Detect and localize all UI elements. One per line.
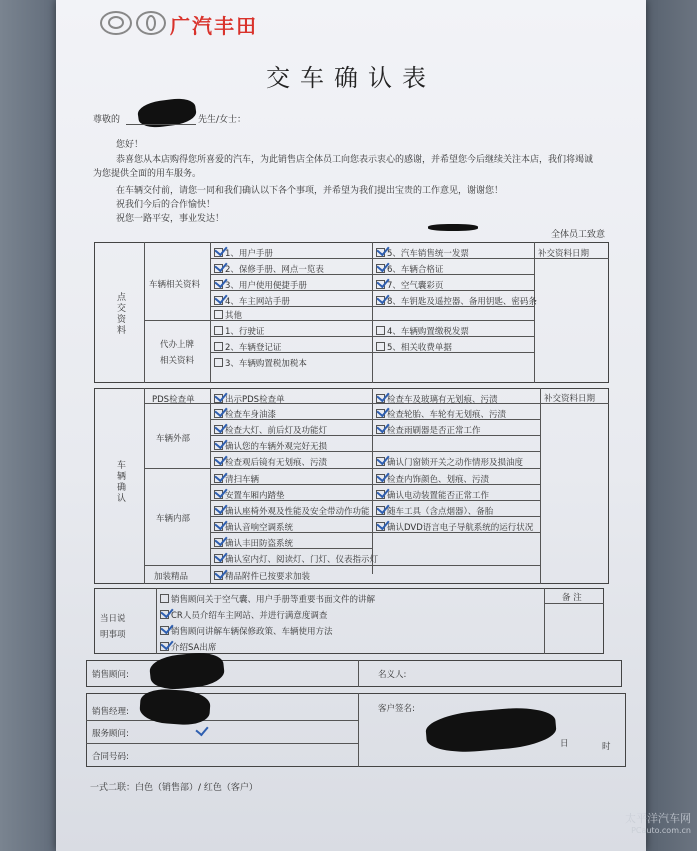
section2-label: 车辆确认 <box>115 460 125 504</box>
explain-item-4[interactable]: 介绍SA出席 <box>160 641 216 653</box>
checkbox-icon[interactable] <box>214 326 223 335</box>
doc-item-1[interactable]: 1、用户手册 <box>214 247 273 259</box>
accessory-label: 加装精品 <box>154 572 189 582</box>
interior-right-4[interactable]: 确认DVD语言电子导航系统的运行状况 <box>376 521 533 533</box>
brand-name: 广汽丰田 <box>170 14 258 38</box>
plate-item-3[interactable]: 3、车辆购置税加税本 <box>214 357 307 369</box>
section1-extra-header: 补交资料日期 <box>538 249 590 259</box>
explain-item-1[interactable]: 销售顾问关于空气囊、用户手册等重要书面文件的讲解 <box>160 593 375 605</box>
accessory-item[interactable]: 精品附件已按要求加装 <box>214 570 310 582</box>
doc-item-6[interactable]: 6、车辆合格证 <box>376 263 443 275</box>
checkbox-icon[interactable] <box>376 342 385 351</box>
exterior-item-4[interactable]: 检查观后镜有无划痕、污渍 <box>214 456 327 468</box>
checkbox-icon[interactable] <box>160 594 169 603</box>
pds-label: PDS检查单 <box>152 395 195 405</box>
doc-item-5[interactable]: 5、汽车销售统一发票 <box>376 247 469 259</box>
section1-label: 点交资料 <box>115 292 125 336</box>
plate-item-1[interactable]: 1、行驶证 <box>214 325 264 337</box>
exterior-item-1[interactable]: 检查车身油漆 <box>214 408 276 420</box>
group2-label-1: 代办上牌 <box>160 340 195 350</box>
watermark-line-2: PCauto.com.cn <box>631 826 691 835</box>
intro-line3: 在车辆交付前，请您一同和我们确认以下各个事项，并希望为我们提出宝贵的工作意见，谢谢您！ <box>116 186 504 196</box>
watermark-line-1: 太平洋汽车网 <box>625 812 691 825</box>
exterior-item-3[interactable]: 确认您的车辆外观完好无损 <box>214 440 327 452</box>
interior-item-5[interactable]: 确认丰田防盗系统 <box>214 537 293 549</box>
intro-line4: 祝我们今后的合作愉快！ <box>116 200 216 210</box>
doc-item-3[interactable]: 3、用户使用便捷手册 <box>214 279 307 291</box>
gac-logo-icon <box>100 11 132 35</box>
interior-right-3[interactable]: 随车工具（含点烟器）、备胎 <box>376 505 493 517</box>
pds-right-item[interactable]: 检查车及玻璃有无划痕、污渍 <box>376 393 498 405</box>
greeting-suffix: 先生/女士： <box>198 115 247 125</box>
doc-item-7[interactable]: 7、空气囊彩页 <box>376 279 443 291</box>
site-watermark <box>625 810 691 835</box>
contract-no-label: 合同号码: <box>92 752 129 762</box>
doc-item-8[interactable]: 8、车钥匙及遥控器、备用钥匙、密码条 <box>376 295 537 307</box>
hour-label: 时 <box>602 742 611 752</box>
explain-item-2[interactable]: CR人员介绍车主网站、并进行满意度调查 <box>160 609 327 621</box>
day-label: 日 <box>560 739 569 749</box>
form-title: 交车确认表 <box>266 64 436 92</box>
section3-label-1: 当日说 <box>100 614 126 624</box>
intro-line1: 恭喜您从本店购得您所喜爱的汽车，为此销售店全体员工向您表示衷心的感谢，并希望您今后继续关注本店，我们将竭诚 <box>116 155 594 165</box>
interior-right-2[interactable]: 确认电动装置能否正常工作 <box>376 489 489 501</box>
checkbox-icon[interactable] <box>214 310 223 319</box>
intro-sign: 全体员工致意 <box>551 230 606 240</box>
exterior-right-1[interactable]: 检查轮胎、车轮有无划痕、污渍 <box>376 408 506 420</box>
plate-item-2[interactable]: 2、车辆登记证 <box>214 341 281 353</box>
section3-label-2: 明事项 <box>100 630 126 640</box>
exterior-right-2[interactable]: 检查雨刷器是否正常工作 <box>376 424 481 436</box>
explain-item-3[interactable]: 销售顾问讲解车辆保修政策、车辆使用方法 <box>160 625 333 637</box>
doc-item-4[interactable]: 4、车主网站手册 <box>214 295 290 307</box>
intro-hello: 您好！ <box>116 140 144 150</box>
copies-note: 一式二联：白色（销售部）/ 红色（客户） <box>90 783 258 793</box>
sales-consultant-label: 销售顾问: <box>92 670 129 680</box>
plate-item-4[interactable]: 4、车辆购置缴税发票 <box>376 325 469 337</box>
checkbox-icon[interactable] <box>214 342 223 351</box>
exterior-right-4[interactable]: 确认门窗锁开关之动作情形及损油度 <box>376 456 523 468</box>
remark-header: 备 注 <box>562 593 582 603</box>
delivery-confirmation-form <box>56 0 646 851</box>
interior-item-6[interactable]: 确认室内灯、阅读灯、门灯、仪表指示灯 <box>214 553 378 565</box>
plate-item-5[interactable]: 5、相关收费单据 <box>376 341 452 353</box>
toyota-logo-icon <box>136 11 166 35</box>
sales-manager-label: 销售经理: <box>92 707 129 717</box>
interior-item-2[interactable]: 安置车厢内踏垫 <box>214 489 285 501</box>
checkbox-icon[interactable] <box>376 326 385 335</box>
checkbox-icon[interactable] <box>214 358 223 367</box>
doc-item-other[interactable]: 其他 <box>214 309 242 321</box>
intro-line5: 祝您一路平安，事业发达！ <box>116 214 225 224</box>
pds-item[interactable]: 出示PDS检查单 <box>214 393 285 405</box>
intro-line2: 为您提供全面的用车服务。 <box>93 169 202 179</box>
redacted-store-name <box>428 224 478 231</box>
customer-sign-label: 客户签名: <box>378 704 415 714</box>
group2-label-2: 相关资料 <box>160 356 195 366</box>
name-person-label: 名义人: <box>378 670 407 680</box>
exterior-label: 车辆外部 <box>156 434 191 444</box>
group1-label: 车辆相关资料 <box>149 280 201 290</box>
greeting-prefix: 尊敬的 <box>93 115 121 125</box>
exterior-item-2[interactable]: 检查大灯、前后灯及功能灯 <box>214 424 327 436</box>
service-consultant-label: 服务顾问: <box>92 729 129 739</box>
interior-item-4[interactable]: 确认音响空调系统 <box>214 521 293 533</box>
doc-item-2[interactable]: 2、保修手册、网点一览表 <box>214 263 324 275</box>
interior-item-3[interactable]: 确认座椅外观及性能及安全带动作功能 <box>214 505 370 517</box>
interior-label: 车辆内部 <box>156 514 191 524</box>
interior-right-1[interactable]: 检查内饰颜色、划痕、污渍 <box>376 473 489 485</box>
interior-item-1[interactable]: 清扫车辆 <box>214 473 259 485</box>
section2-extra-header: 补交资料日期 <box>544 394 596 404</box>
